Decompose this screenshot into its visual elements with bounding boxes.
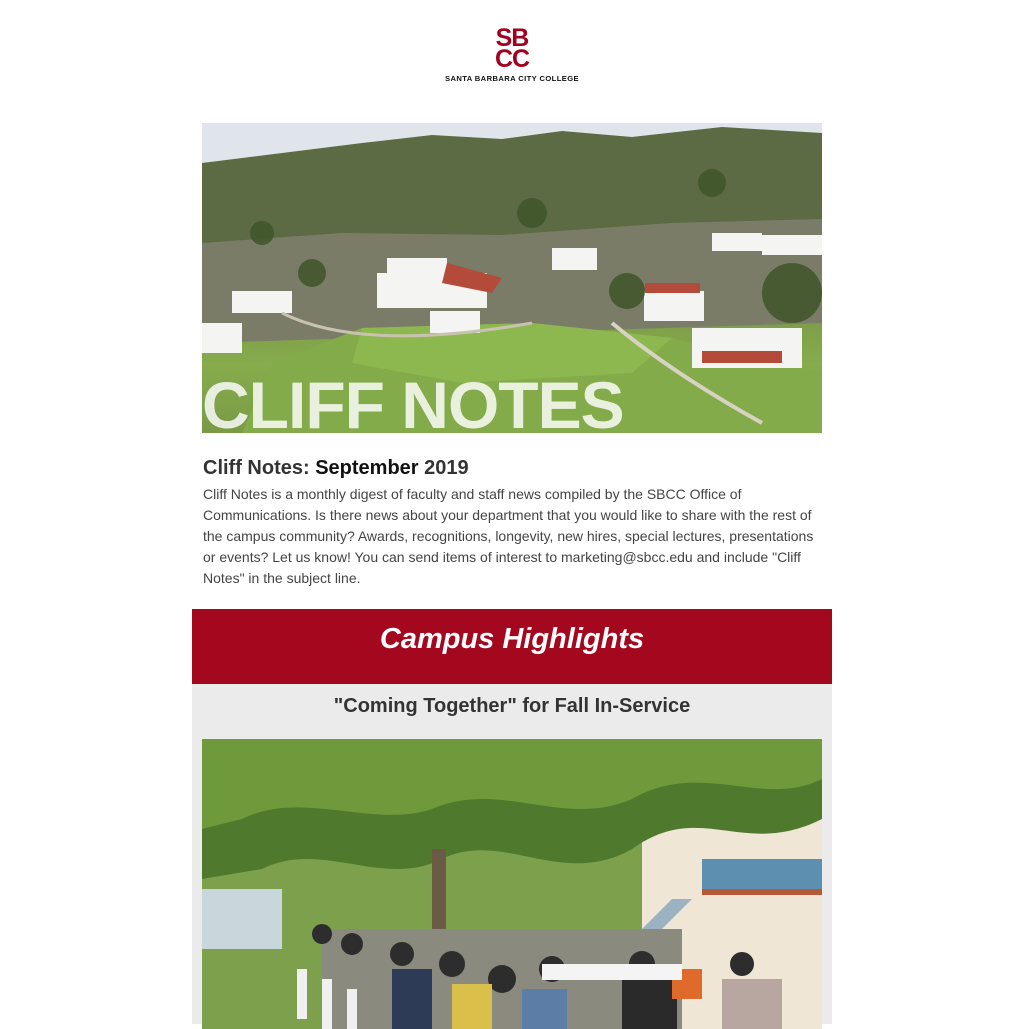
article-title[interactable]: "Coming Together" for Fall In-Service (333, 695, 691, 717)
logo-mark: SB CC (494, 24, 530, 73)
section-title: Campus Highlights (379, 623, 645, 655)
outdoor-gathering-illustration (202, 739, 822, 1029)
sbcc-logo[interactable] (437, 24, 587, 86)
title-prefix: Cliff Notes: (203, 457, 316, 479)
logo-subtitle: SANTA BARBARA CITY COLLEGE (444, 74, 579, 83)
article-card (192, 684, 832, 1024)
newsletter-title (203, 456, 825, 480)
intro-block (203, 456, 825, 589)
hero-title-overlay: CLIFF NOTES (202, 368, 624, 433)
hero-image[interactable] (202, 123, 822, 433)
intro-paragraph: Cliff Notes is a monthly digest of faculty and staff news compiled by the SBCC Office of Communications. Is there news about your department that you would like to share with the rest of the campus community? Awards, recognitions, longevity, new hires, special lectures, presentations or events? Let us know! You can send items of interest to marketing@sbcc.edu and include "Cliff Notes" in the subject line. (203, 486, 814, 586)
title-month: September (315, 457, 419, 479)
article-photo[interactable] (202, 739, 822, 1029)
title-year: 2019 (418, 457, 469, 479)
section-banner (192, 609, 832, 684)
